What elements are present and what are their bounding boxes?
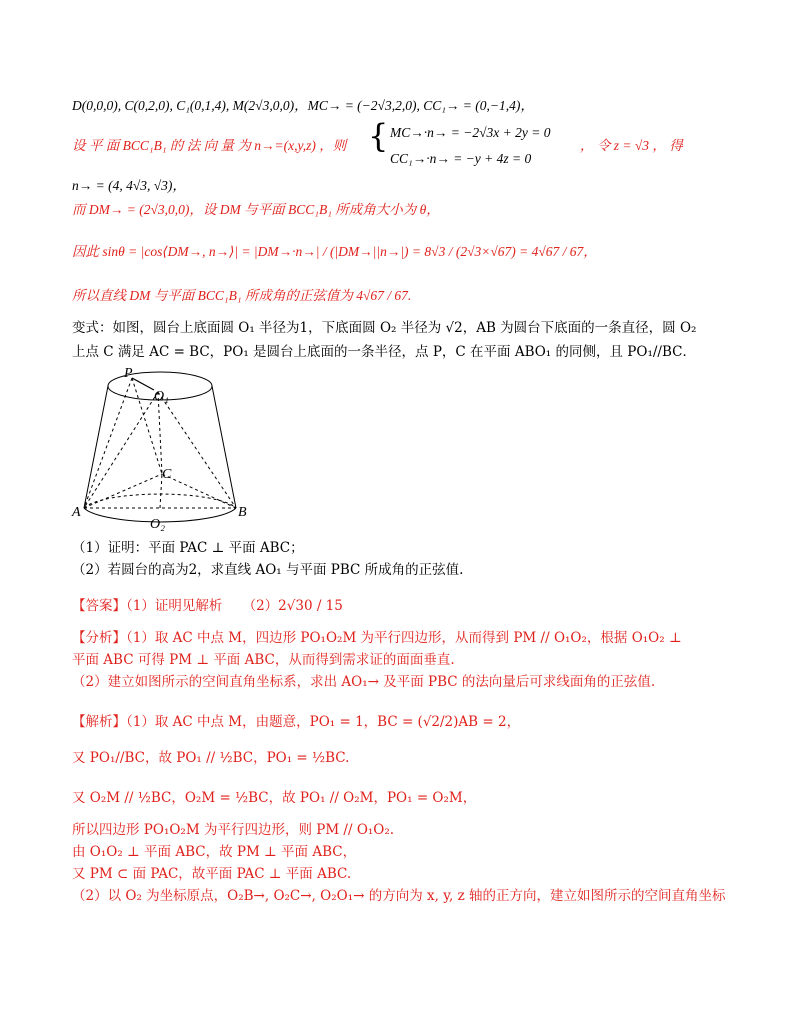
line-solution-5: 由 O₁O₂ ⊥ 平面 ABC，故 PM ⊥ 平面 ABC，: [72, 844, 357, 860]
line-let-z: ， 令 z = √3 ， 得: [580, 138, 683, 153]
line-solution-3: 又 O₂M // ½BC，O₂M = ½BC，故 PO₁ // O₂M，PO₁ = O₂M，: [72, 790, 477, 806]
segment-ac: [84, 474, 162, 508]
line-analysis-2: 平面 ABC 可得 PM ⊥ 平面 ABC，从而得到需求证的面面垂直.: [72, 652, 455, 668]
line-sine-calculation: 因此 sinθ = |cos⟨DM→, n→⟩| = |DM→·n→| / (|DM→||n→|) = 8√3 / (2√3×√67) = 4√67 / 67，: [72, 244, 597, 259]
line-coordinates: D(0,0,0), C(0,2,0), C₁(0,1,4), M(2√3,0,0)，MC→ = (−2√3,2,0), CC₁→ = (0,−1,4)，: [72, 98, 534, 113]
label-p: P: [124, 366, 133, 381]
label-b: B: [238, 505, 247, 520]
line-variant-problem-2: 上点 C 满足 AC = BC，PO₁ 是圆台上底面的一条半径，点 P，C 在平面 ABO₁ 的同侧，且 PO₁//BC．: [72, 344, 696, 360]
line-solution-7: （2）以 O₂ 为坐标原点，O₂B→, O₂C→, O₂O₁→ 的方向为 x, y, z 轴的正方向，建立如图所示的空间直角坐标: [72, 888, 726, 904]
brace: {: [368, 117, 389, 155]
label-o1: O₁: [154, 389, 169, 404]
line-equation-2: CC₁→·n→ = −y + 4z = 0: [390, 151, 532, 166]
line-question-1: （1）证明：平面 PAC ⊥ 平面 ABC；: [72, 540, 304, 556]
line-solution-1: 【解析】（1）取 AC 中点 M，由题意，PO₁ = 1，BC = (√2/2)AB = 2，: [72, 714, 521, 730]
line-analysis-1: 【分析】（1）取 AC 中点 M，四边形 PO₁O₂M 为平行四边形，从而得到 PM // O₁O₂，根据 O₁O₂ ⊥: [72, 630, 682, 646]
label-c: C: [162, 467, 172, 482]
segment-bc: [162, 474, 236, 508]
frustum-figure: [70, 366, 250, 536]
line-normal-vector-setup: 设 平 面 BCC₁B₁ 的 法 向 量 为 n→=(x,y,z) ，则: [72, 138, 347, 153]
line-normal-vector: n→ = (4, 4√3, √3)，: [72, 178, 186, 193]
segment-o1c: [158, 392, 162, 474]
line-conclusion: 所以直线 DM 与平面 BCC₁B₁ 所成角的正弦值为 4√67 / 67.: [72, 288, 412, 303]
line-solution-4: 所以四边形 PO₁O₂M 为平行四边形，则 PM // O₁O₂.: [72, 822, 395, 838]
segment-po1: [132, 378, 154, 390]
line-answer: 【答案】（1）证明见解析 （2）2√30 / 15: [72, 598, 343, 614]
line-question-2: （2）若圆台的高为2，求直线 AO₁ 与平面 PBC 所成角的正弦值.: [72, 562, 464, 578]
line-variant-problem-1: 变式：如图，圆台上底面圆 O₁ 半径为1，下底面圆 O₂ 半径为 √2，AB 为圆台下底面的一条直径，圆 O₂: [72, 320, 697, 336]
label-o2: O₂: [150, 517, 165, 532]
line-dm-vector: 而 DM→ = (2√3,0,0)，设 DM 与平面 BCC₁B₁ 所成角大小为 θ，: [72, 202, 440, 217]
line-analysis-3: （2）建立如图所示的空间直角坐标系，求出 AO₁→ 及平面 PBC 的法向量后可求线面角的正弦值.: [72, 674, 656, 690]
line-solution-2: 又 PO₁//BC，故 PO₁ // ½BC，PO₁ = ½BC.: [72, 750, 350, 766]
right-generatrix: [212, 386, 236, 508]
segment-pa: [84, 378, 132, 508]
label-a: A: [72, 505, 81, 520]
line-solution-6: 又 PM ⊂ 面 PAC，故平面 PAC ⊥ 平面 ABC.: [72, 866, 352, 882]
line-equation-1: MC→·n→ = −2√3x + 2y = 0: [390, 125, 551, 140]
